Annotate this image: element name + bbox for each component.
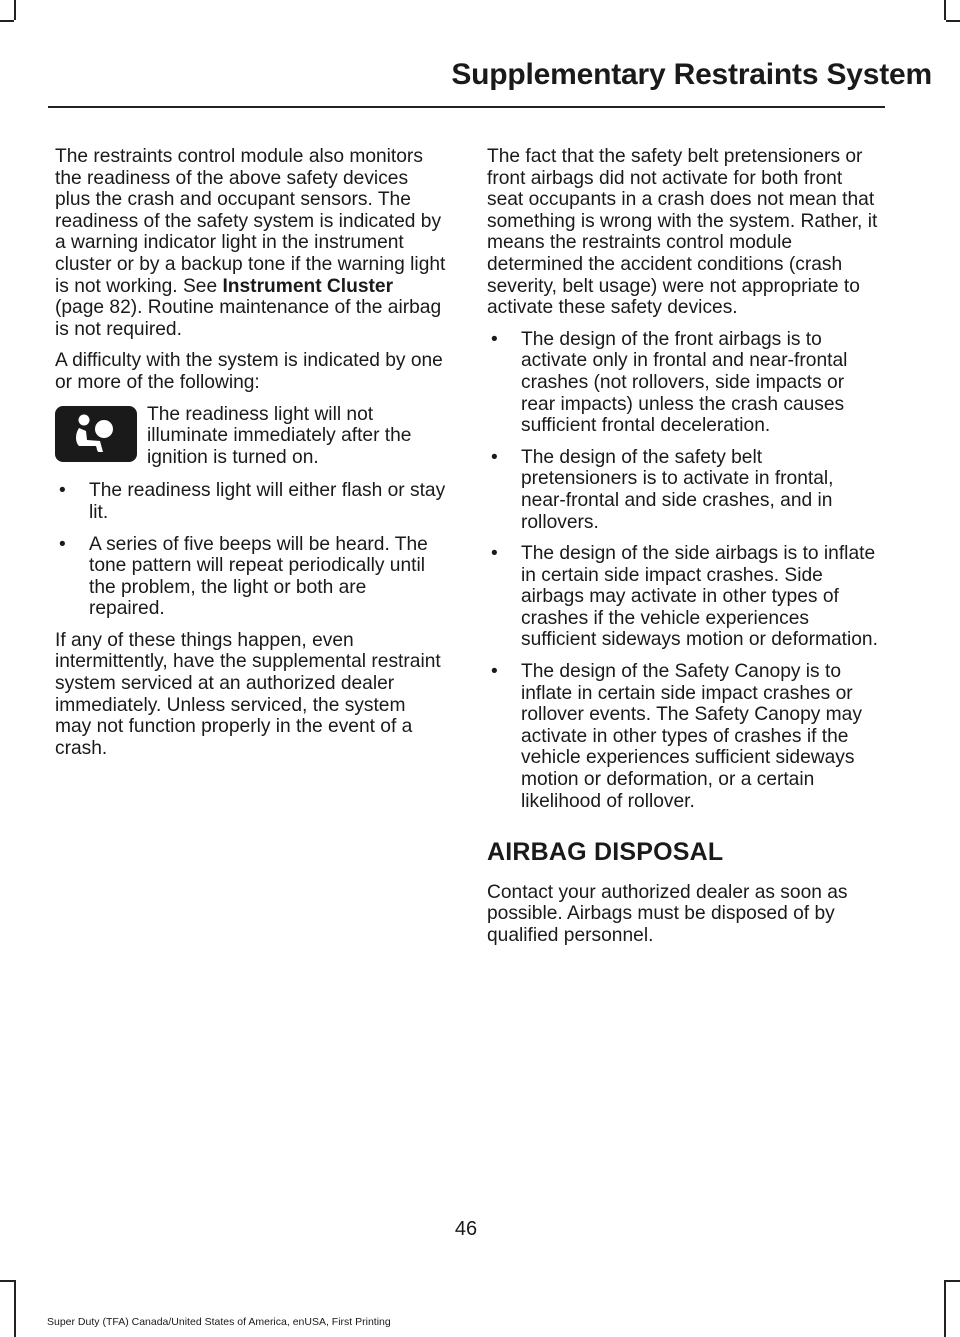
crop-mark: [14, 0, 16, 20]
crop-mark: [14, 1280, 16, 1337]
section-heading: AIRBAG DISPOSAL: [487, 838, 724, 867]
list-item: • The design of the Safety Canopy is to inflate in certain side impact crashes or rollover events. The Safety Canopy may activate in other types of crashes if the vehicle experiences sufficient sideways motion or deformation, or a certain likelihood of rollover.: [487, 661, 880, 812]
list-item: • The design of the front airbags is to activate only in frontal and near-frontal crashes (not rollovers, side impacts or rear impacts) unless the crash causes sufficient frontal deceleration.: [487, 329, 880, 437]
left-column: [55, 146, 447, 769]
paragraph: The fact that the safety belt pretensioners or front airbags did not activate for both front seat occupants in a crash does not mean that something is wrong with the system. Rather, it means the restraints control module determined the accident conditions (crash severity, belt usage) were not appropriate to activate these safety devices.: [487, 146, 878, 319]
paragraph: If any of these things happen, even intermittently, have the supplemental restraint system serviced at an authorized dealer immediately. Unless serviced, the system may not function properly in the event of a crash.: [55, 629, 441, 759]
crop-mark: [944, 1280, 946, 1337]
cross-reference-link[interactable]: Instrument Cluster: [222, 275, 394, 297]
crop-mark: [0, 1280, 14, 1282]
paragraph: [55, 146, 447, 340]
bullet-list: [487, 329, 880, 812]
airbag-warning-icon: [55, 406, 137, 462]
indicator-row: [55, 404, 447, 469]
page-number: 46: [454, 1218, 478, 1240]
list-item: • The design of the side airbags is to inflate in certain side impact crashes. Side airbags may activate in other types of crashes if the vehicle experiences sufficient sideways motion or deformation.: [487, 543, 880, 651]
crop-mark: [944, 0, 946, 20]
crop-mark: [946, 1280, 960, 1282]
paragraph: Contact your authorized dealer as soon as possible. Airbags must be disposed of by qualified personnel.: [487, 881, 848, 946]
crop-mark: [946, 20, 960, 22]
page-title: Supplementary Restraints System: [451, 58, 932, 91]
list-item: • A series of five beeps will be heard. The tone pattern will repeat periodically until the problem, the light or both are repaired.: [55, 534, 447, 620]
right-column: [487, 146, 880, 957]
paragraph: A difficulty with the system is indicated by one or more of the following:: [55, 350, 443, 393]
list-item: • The readiness light will either flash or stay lit.: [55, 480, 447, 523]
paragraph-text: (page 82). Routine maintenance of the airbag is not required.: [55, 297, 442, 340]
header-divider: [48, 106, 885, 108]
paragraph-text: The restraints control module also monitors the readiness of the above safety devices plus the crash and occupant sensors. The readiness of the safety system is indicated by a warning indicator light in the instrument cluster or by a backup tone if the warning light is not working. See: [55, 146, 446, 297]
indicator-description: The readiness light will not illuminate immediately after the ignition is turned on.: [147, 403, 412, 468]
bullet-list: [55, 480, 447, 620]
footer-text: Super Duty (TFA) Canada/United States of America, enUSA, First Printing: [47, 1316, 391, 1328]
list-item: • The design of the safety belt pretensioners is to activate in frontal, near-frontal and side crashes, and in rollovers.: [487, 447, 880, 533]
crop-mark: [0, 20, 14, 22]
